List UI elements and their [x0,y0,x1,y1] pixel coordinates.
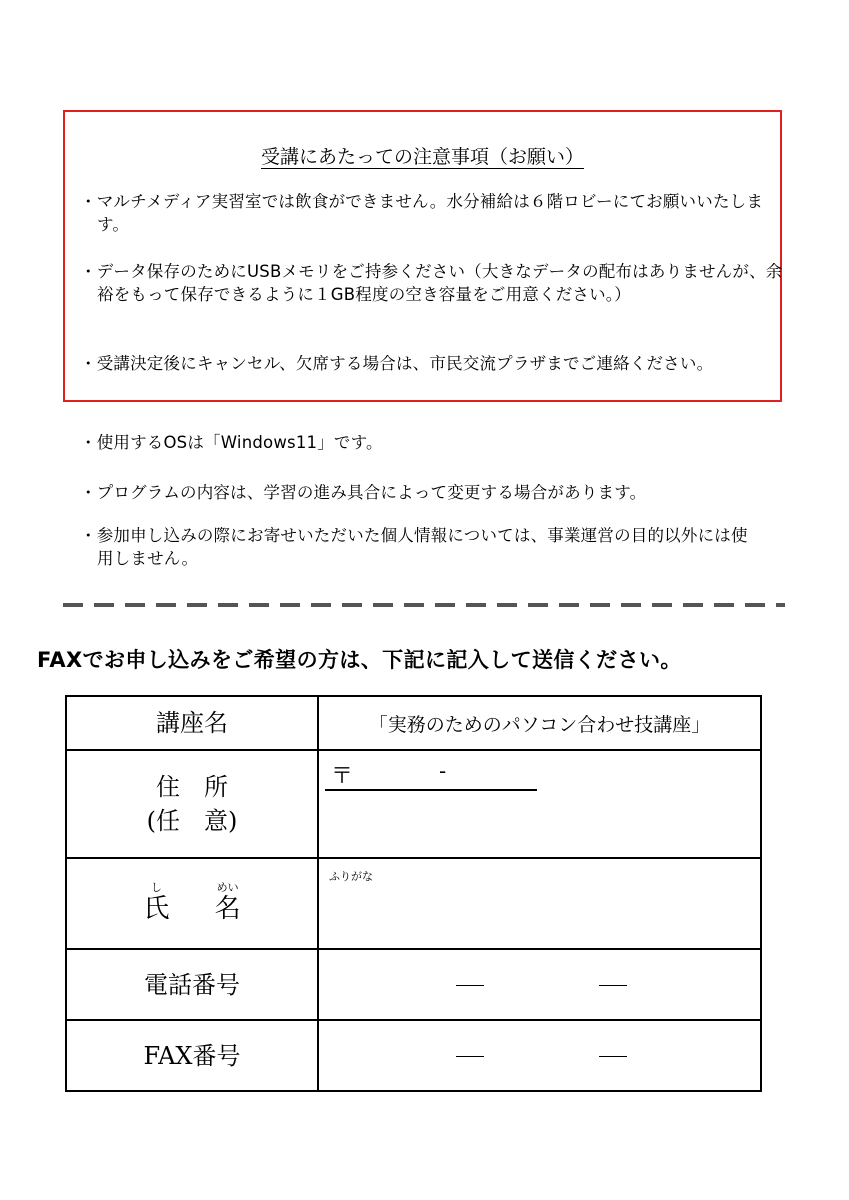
note-os: ・使用するOSは「Windows11」です。 [80,433,383,452]
notice-item-usb: ・データ保存のためにUSBメモリをご持参ください（大きなデータの配布はありませんが、余裕をもって保存できるように１GB程度の空き容量をご用意ください。） [80,262,783,304]
name-ruby-2: めい [216,880,239,894]
address-label [66,750,318,858]
row-course [66,696,761,750]
notice-item-eating: ・マルチメディア実習室では飲食ができません。水分補給は６階ロビーにてお願いいたします。 [80,192,764,234]
row-address [66,750,761,858]
notice-box [63,110,782,402]
row-phone [66,949,761,1020]
course-value: 「実務のためのパソコン合わせ技講座」 [368,713,711,736]
fax-field[interactable] [318,1020,761,1091]
phone-separator-1 [456,985,484,987]
name-label-char-1: し 氏 [143,880,170,924]
name-label [66,858,318,949]
notice-item-cancel: ・受講決定後にキャンセル、欠席する場合は、市民交流プラザまでご連絡ください。 [80,354,714,373]
name-field[interactable] [318,858,761,949]
row-fax [66,1020,761,1091]
address-label-line2: (任 意) [146,807,238,835]
fax-heading: FAXでお申し込みをご希望の方は、下記に記入して送信ください。 [37,648,682,672]
address-field[interactable] [318,750,761,858]
cut-line [63,603,785,607]
furigana-label: ふりがな [329,870,373,883]
postal-mark: 〒 [331,764,354,789]
postal-code-underline [325,789,537,791]
course-label: 講座名 [66,696,318,750]
phone-separator-2 [599,985,627,987]
name-ruby-1: し [150,880,162,894]
phone-field[interactable] [318,949,761,1020]
course-cell [318,696,761,750]
notice-title: 受講にあたっての注意事項（お願い） [260,146,584,168]
name-label-char-2: めい 名 [214,880,241,924]
fax-separator-2 [599,1056,627,1058]
postal-hyphen: - [439,759,447,783]
address-label-line1: 住 所 [156,773,228,801]
fax-separator-1 [456,1056,484,1058]
fax-label: FAX番号 [66,1020,318,1091]
row-name [66,858,761,949]
note-privacy: ・参加申し込みの際にお寄せいただいた個人情報については、事業運営の目的以外には使用しません。 [80,526,748,568]
note-program: ・プログラムの内容は、学習の進み具合によって変更する場合があります。 [80,483,647,502]
application-form [65,695,762,1092]
phone-label: 電話番号 [66,949,318,1020]
